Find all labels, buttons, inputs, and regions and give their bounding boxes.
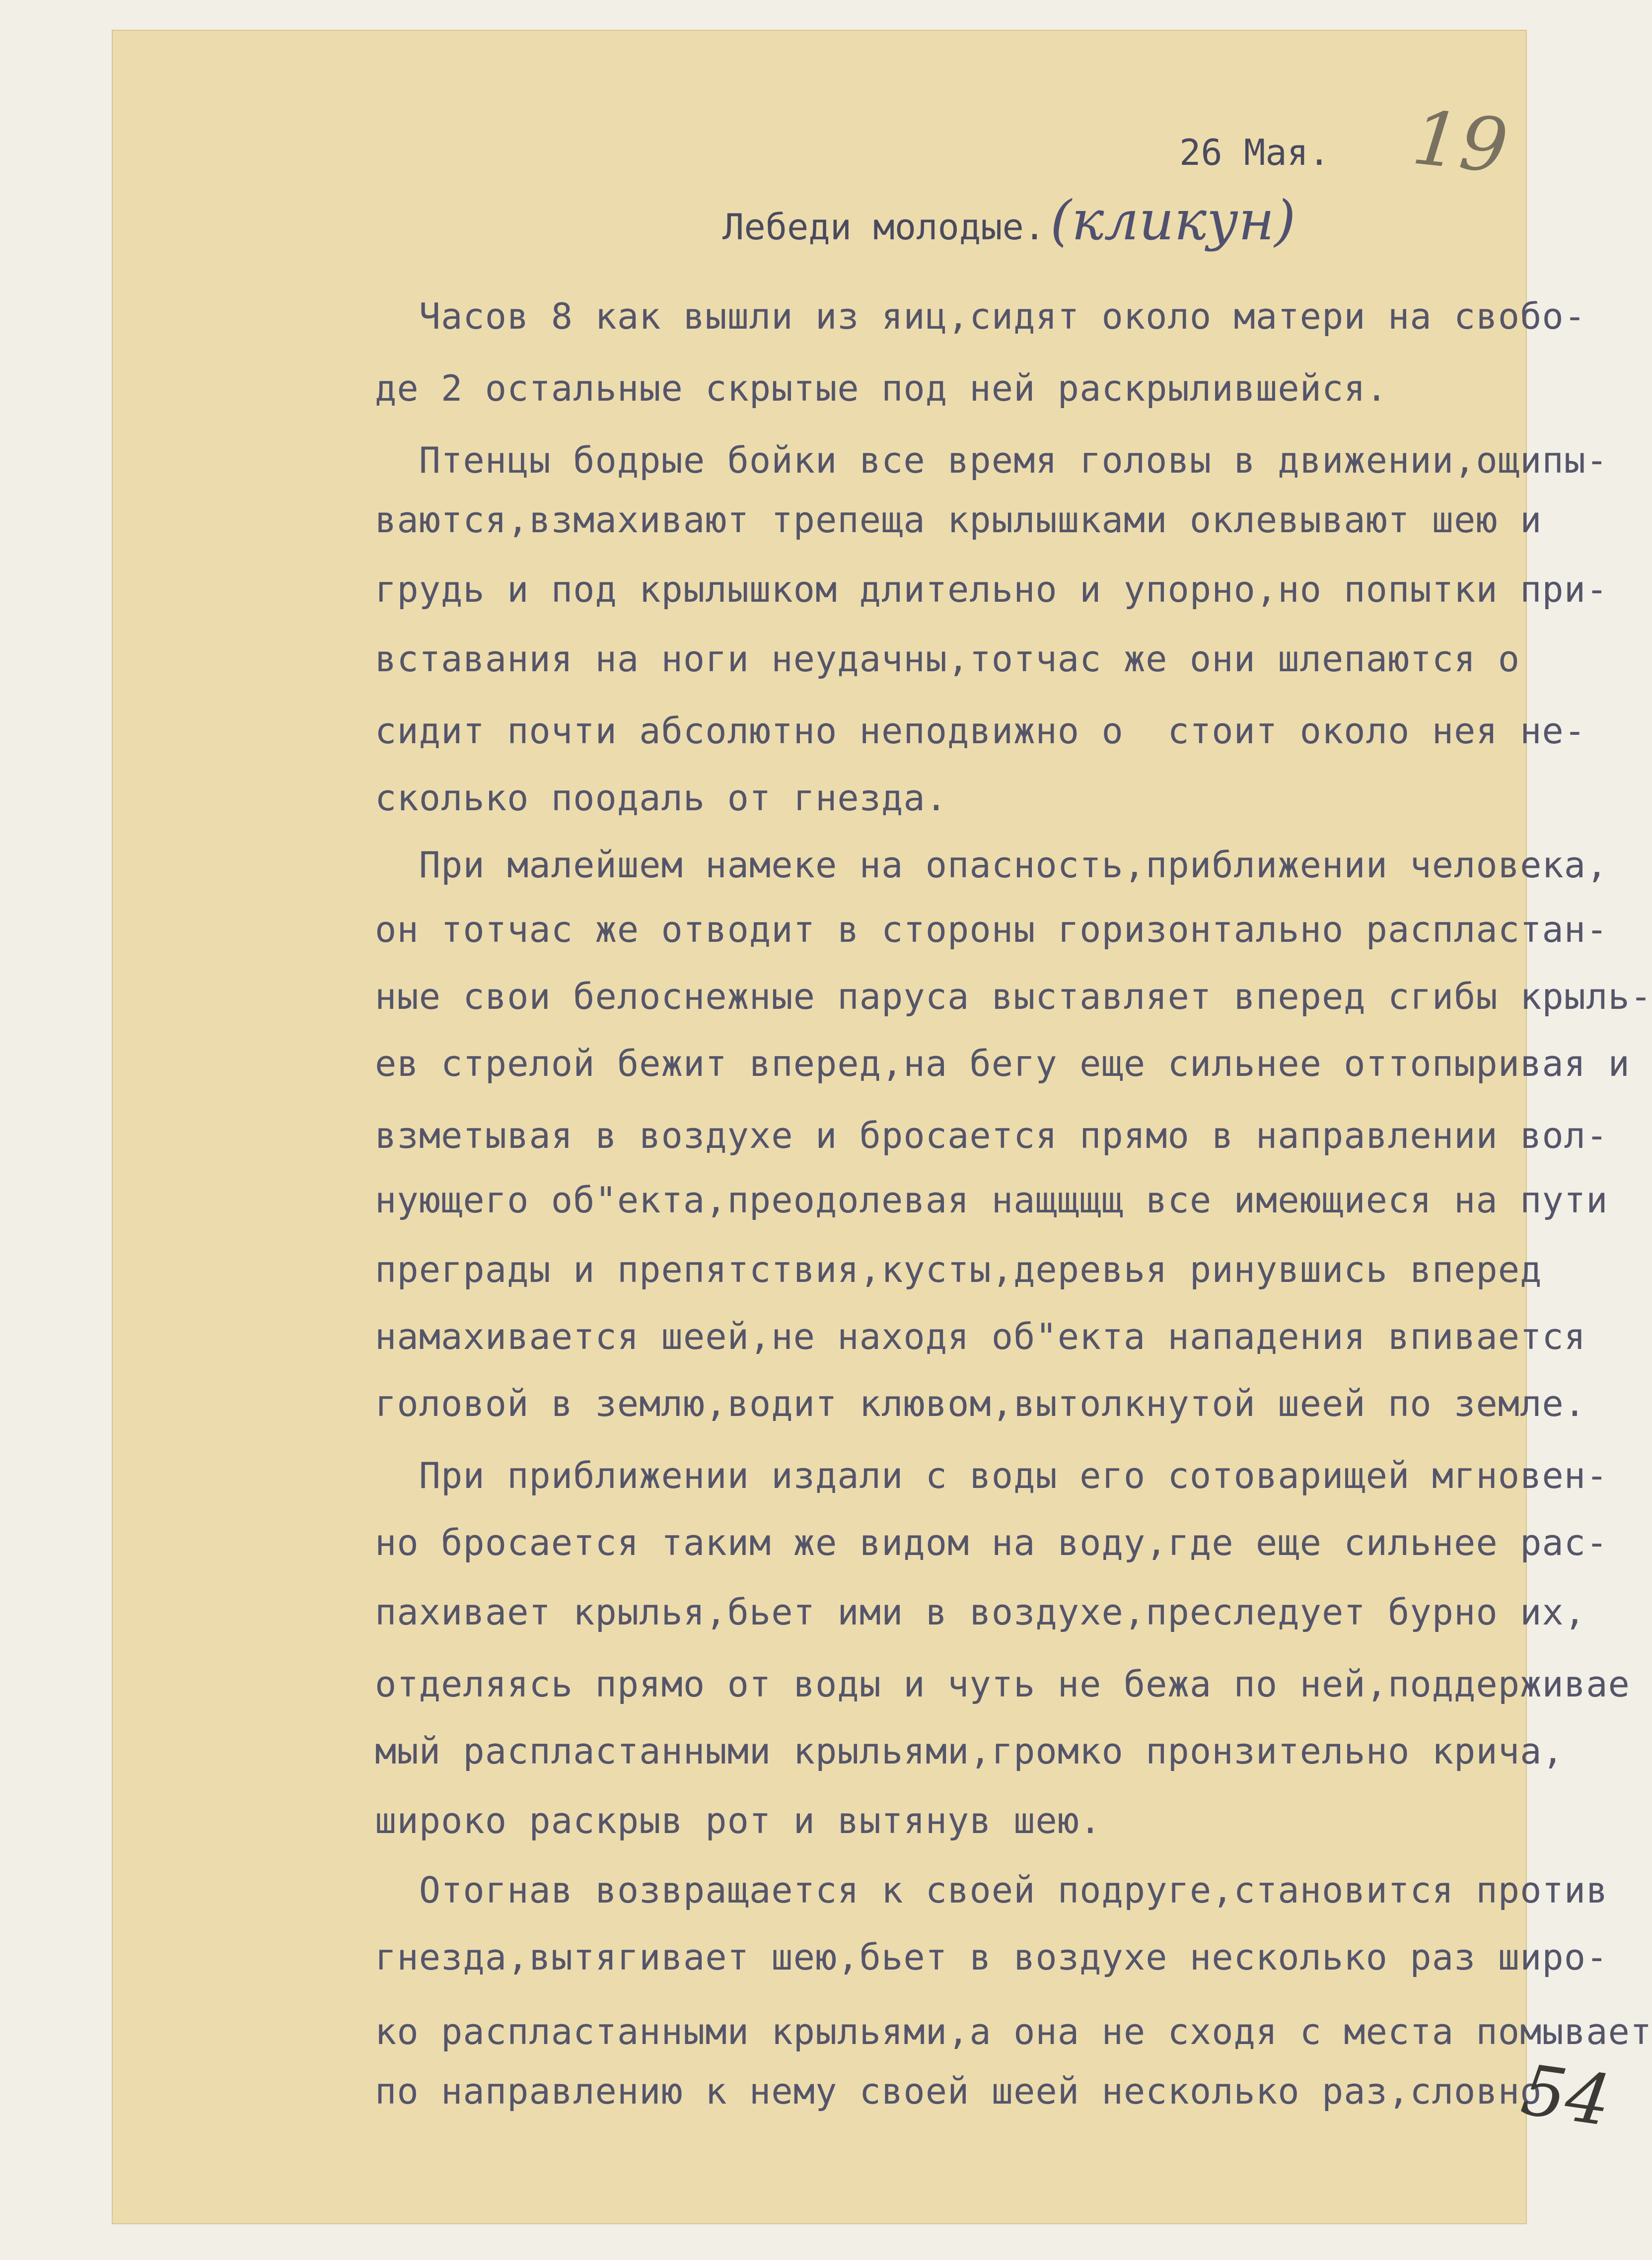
text-line: он тотчас же отводит в стороны горизонтально распластан-	[375, 909, 1608, 950]
text-line: де 2 остальные скрытые под ней раскрылившейся.	[375, 367, 1388, 409]
text-line: по направлению к нему своей шеей несколько раз,словно	[375, 2070, 1542, 2112]
document-page	[112, 30, 1652, 2224]
text-line: взметывая в воздухе и бросается прямо в направлении вол-	[375, 1115, 1608, 1156]
text-line: отделяясь прямо от воды и чуть не бежа по ней,поддерживае	[375, 1663, 1630, 1705]
text-line: сколько поодаль от гнезда.	[375, 777, 948, 819]
text-line: нующего об"екта,преодолевая нащщщщ все имеющиеся на пути	[375, 1179, 1608, 1221]
text-line: ные свои белоснежные паруса выставляет вперед сгибы крыль-	[375, 976, 1652, 1017]
handwritten-folio-number: 19	[1408, 94, 1512, 191]
text-line: пахивает крылья,бьет ими в воздухе,преследует бурно их,	[375, 1591, 1586, 1633]
text-line: ко распластанными крыльями,а она не сходя с места помывает	[375, 2011, 1652, 2052]
text-line: ваются,взмахивают трепеща крылышками оклевывают шею и	[375, 499, 1542, 541]
text-line: Отогнав возвращается к своей подруге,становится против	[375, 1869, 1608, 1911]
entry-title: Лебеди молодые.	[722, 206, 1046, 248]
handwritten-species-note: (кликун)	[1050, 189, 1296, 252]
text-line: преграды и препятствия,кусты,деревья ринувшись вперед	[375, 1249, 1542, 1290]
text-line: ев стрелой бежит вперед,на бегу еще сильнее оттопыривая и	[375, 1043, 1630, 1084]
handwritten-page-number: 54	[1516, 2049, 1616, 2142]
text-line: намахивается шеей,не находя об"екта нападения впивается	[375, 1316, 1586, 1357]
text-line: вставания на ноги неудачны,тотчас же они шлепаются о	[375, 638, 1520, 680]
text-line: Часов 8 как вышли из яиц,сидят около матери на свобо-	[375, 295, 1586, 337]
text-line: но бросается таким же видом на воду,где еще сильнее рас-	[375, 1522, 1608, 1563]
text-line: При малейшем намеке на опасность,приближении человека,	[375, 844, 1608, 886]
text-line: сидит почти абсолютно неподвижно о стоит около нея не-	[375, 710, 1586, 752]
text-line: грудь и под крылышком длительно и упорно,но попытки при-	[375, 568, 1608, 610]
entry-date: 26 Мая.	[1179, 132, 1330, 173]
text-line: мый распластанными крыльями,громко пронзительно крича,	[375, 1730, 1564, 1772]
text-line: головой в землю,водит клювом,вытолкнутой шеей по земле.	[375, 1383, 1586, 1424]
text-line: широко раскрыв рот и вытянув шею.	[375, 1800, 1102, 1841]
text-line: гнезда,вытягивает шею,бьет в воздухе несколько раз широ-	[375, 1936, 1608, 1978]
text-line: При приближении издали с воды его сотоварищей мгновен-	[375, 1455, 1608, 1496]
text-line: Птенцы бодрые бойки все время головы в движении,ощипы-	[375, 439, 1608, 481]
